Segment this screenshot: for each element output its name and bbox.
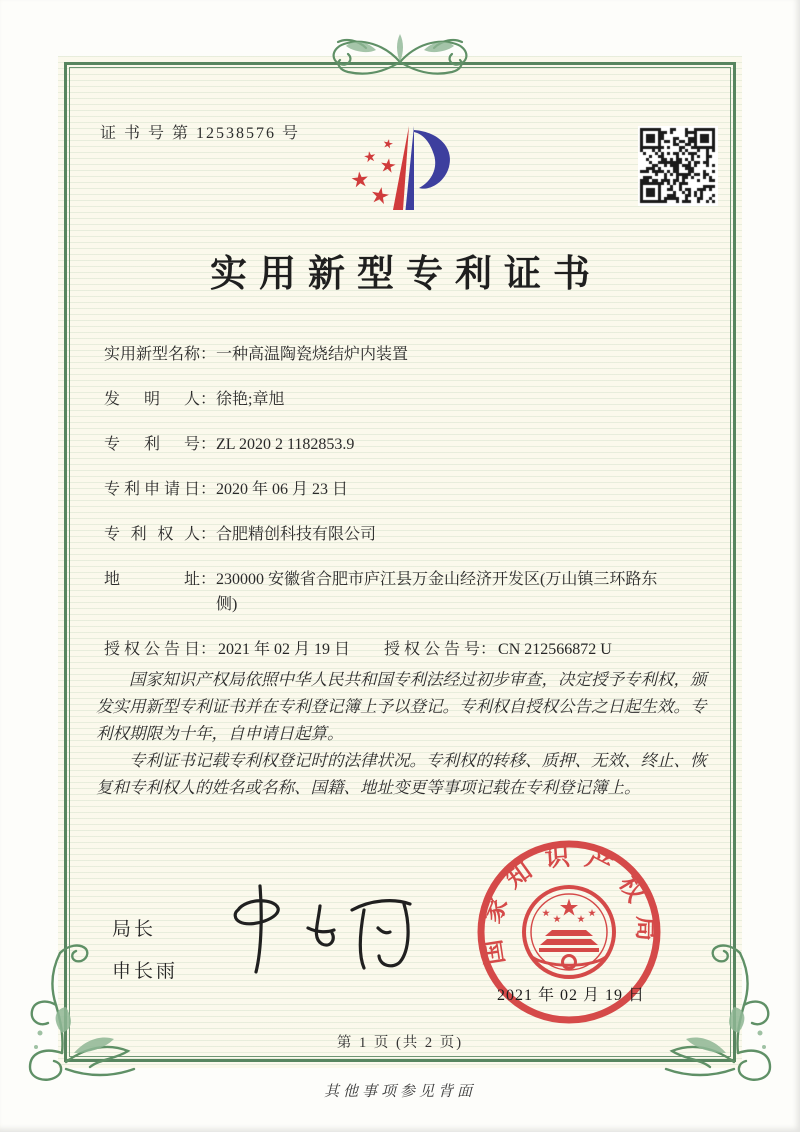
qr-code (638, 126, 718, 206)
certificate-number: 证 书 号 第 12538576 号 (100, 125, 301, 142)
back-side-note: 其他事项参见背面 (323, 1084, 476, 1100)
colon: ： (200, 481, 217, 498)
field-label: 授权公告号 (384, 641, 481, 658)
officer-title: 局长 (112, 919, 157, 940)
colon: ： (480, 641, 497, 658)
officer-name: 申长雨 (112, 961, 179, 982)
field-grant-date (104, 637, 350, 662)
colon: ： (200, 641, 217, 658)
fields-section (104, 342, 664, 682)
field-inventor (104, 387, 664, 412)
field-label: 地址 (104, 571, 200, 588)
field-label: 实用新型名称 (104, 346, 201, 363)
officer-block (112, 914, 178, 983)
field-value: CN 212566872 U (498, 641, 612, 658)
field-value: 合肥精创科技有限公司 (216, 526, 377, 543)
colon: ： (200, 436, 217, 453)
field-patent-number (104, 432, 664, 457)
legal-text-section (96, 666, 710, 801)
field-value: 2020 年 06 月 23 日 (216, 481, 349, 498)
field-address (104, 567, 664, 617)
national-emblem (524, 887, 614, 977)
legal-paragraph-1: 国家知识产权局依照中华人民共和国专利法经过初步审查，决定授予专利权，颁发实用新型专利证书并在专利登记簿上予以登记。专利权自授权公告之日起生效。专利权期限为十年，自申请日起算。 (96, 670, 707, 743)
field-value: ZL 2020 2 1182853.9 (216, 436, 355, 453)
colon: ： (200, 526, 217, 543)
field-value: 徐艳;章旭 (216, 391, 285, 408)
cnipa-logo (346, 120, 464, 220)
page-number: 第 1 页 (共 2 页) (336, 1035, 464, 1051)
field-label: 专利号 (104, 436, 200, 453)
field-label: 专利权人 (104, 526, 200, 543)
legal-paragraph-2: 专利证书记载专利权登记时的法律状况。专利权的转移、质押、无效、终止、恢复和专利权人的姓名或名称、国籍、地址变更等事项记载在专利登记簿上。 (96, 751, 707, 797)
colon: ： (200, 571, 217, 588)
certificate-title: 实用新型专利证书 (210, 254, 602, 295)
field-label: 授权公告日 (104, 641, 200, 658)
field-label: 专利申请日 (104, 481, 200, 498)
field-utility-model-name (104, 342, 664, 367)
field-value: 2021 年 02 月 19 日 (218, 641, 351, 658)
seal-date: 2021 年 02 月 19 日 (496, 987, 645, 1004)
field-value: 230000 安徽省合肥市庐江县万金山经济开发区(万山镇三环路东侧) (216, 571, 658, 613)
colon: ： (200, 391, 217, 408)
field-value: 一种高温陶瓷烧结炉内装置 (216, 346, 409, 363)
field-patentee (104, 522, 664, 547)
field-grant-row (104, 637, 664, 662)
director-signature (212, 876, 422, 986)
seal-ring-text: 国家知识产权局 (477, 842, 660, 967)
colon: ： (200, 346, 217, 363)
field-grant-number (384, 637, 612, 662)
field-filing-date (104, 477, 664, 502)
field-label: 发明人 (104, 391, 200, 408)
